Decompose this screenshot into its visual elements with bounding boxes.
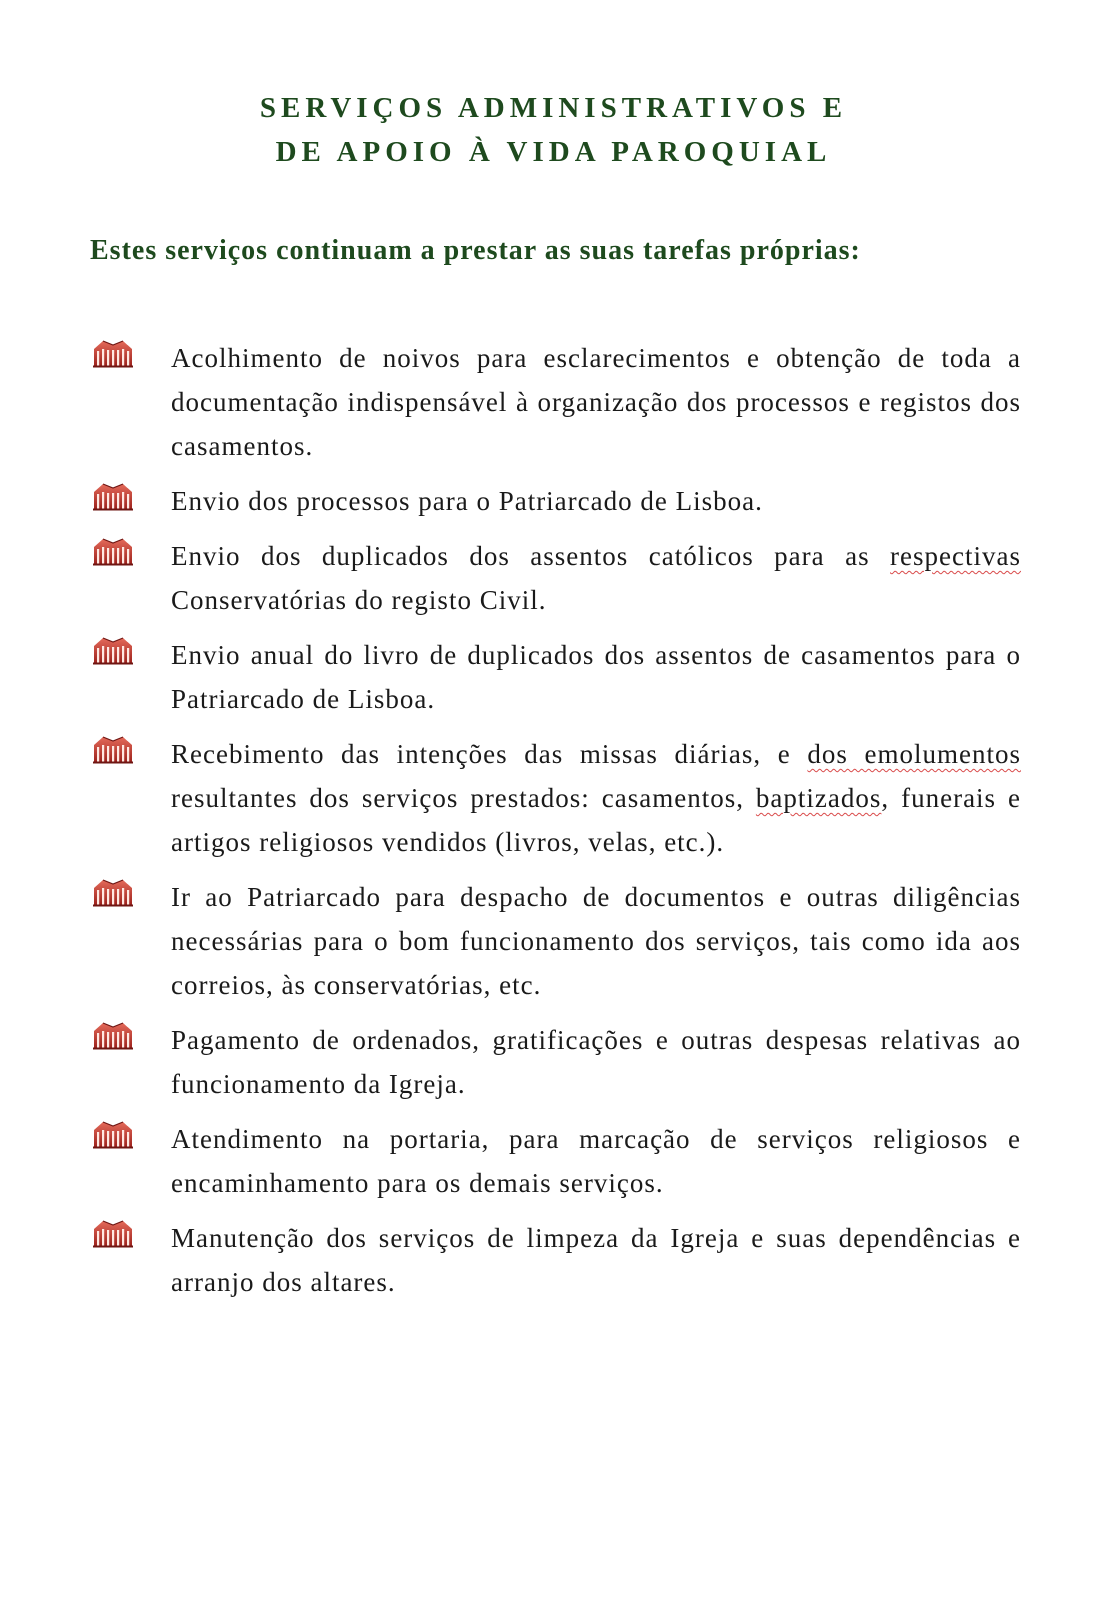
list-item-text: [171, 534, 1021, 622]
church-facade-icon: [91, 536, 135, 566]
list-item-text: Ir ao Patriarcado para despacho de documentos e outras diligências necessárias para o bom funcionamento dos serviços, tais como ida aos correios, às conservatórias, etc.: [171, 882, 1021, 1000]
church-facade-icon: [91, 1020, 135, 1050]
title-line-2: DE APOIO À VIDA PAROQUIAL: [275, 136, 832, 168]
list-item-text: Envio anual do livro de duplicados dos assentos de casamentos para o Patriarcado de Lisboa.: [171, 640, 1021, 714]
church-facade-icon: [91, 481, 135, 511]
list-item-text: Envio dos processos para o Patriarcado de Lisboa.: [171, 486, 763, 516]
list-item: [0, 1117, 1107, 1205]
spellcheck-flagged-word: dos emolumentos: [807, 739, 1021, 769]
church-facade-icon: [91, 877, 135, 907]
list-item: [0, 336, 1107, 468]
list-item: [0, 534, 1107, 622]
text-segment: Conservatórias do registo Civil.: [171, 585, 547, 615]
church-facade-icon: [91, 734, 135, 764]
list-item: [0, 732, 1107, 864]
text-segment: Recebimento das intenções das missas diárias, e: [171, 739, 808, 769]
list-item: [0, 1216, 1107, 1304]
text-segment: resultantes dos serviços prestados: casamentos,: [171, 783, 756, 813]
church-facade-icon: [91, 1218, 135, 1248]
intro-paragraph: Estes serviços continuam a prestar as suas tarefas próprias:: [90, 235, 861, 266]
list-item: [0, 1018, 1107, 1106]
text-segment: , funerais e artigos religiosos vendidos (livros, velas, etc.).: [171, 783, 1021, 857]
list-item-text: Acolhimento de noivos para esclarecimentos e obtenção de toda a documentação indispensável à organização dos processos e registos dos casamentos.: [171, 343, 1021, 461]
spellcheck-flagged-word: respectivas: [890, 541, 1021, 571]
list-item-text: [171, 732, 1021, 864]
list-item-text: Atendimento na portaria, para marcação de serviços religiosos e encaminhamento para os demais serviços.: [171, 1124, 1021, 1198]
church-facade-icon: [91, 635, 135, 665]
list-item: [0, 479, 1107, 523]
page-title: [0, 86, 1107, 174]
church-facade-icon: [91, 338, 135, 368]
list-item-text: Manutenção dos serviços de limpeza da Igreja e suas dependências e arranjo dos altares.: [171, 1223, 1021, 1297]
spellcheck-flagged-word: baptizados: [755, 783, 882, 813]
church-facade-icon: [91, 1119, 135, 1149]
text-segment: Envio dos duplicados dos assentos católicos para as: [171, 541, 891, 571]
list-item: [0, 875, 1107, 1007]
list-item: [0, 633, 1107, 721]
task-list: [0, 336, 1107, 1315]
list-item-text: Pagamento de ordenados, gratificações e outras despesas relativas ao funcionamento da Igreja.: [171, 1025, 1021, 1099]
title-line-1: SERVIÇOS ADMINISTRATIVOS E: [259, 92, 848, 124]
